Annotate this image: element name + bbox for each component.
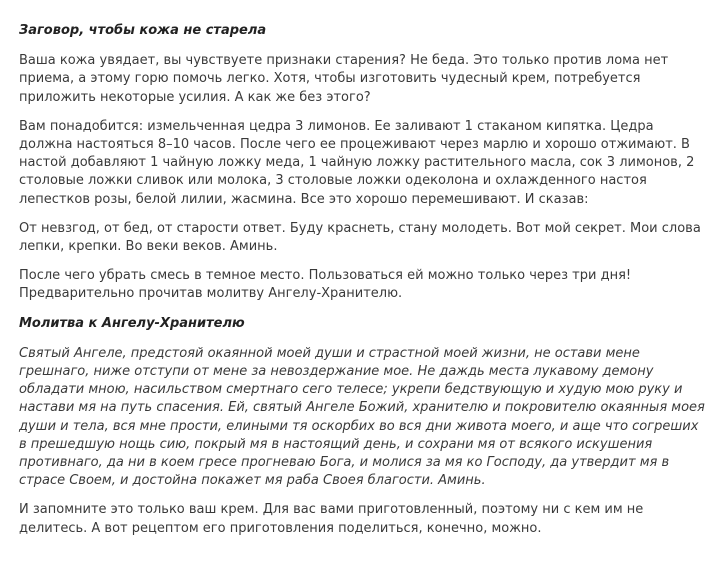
- intro-paragraph: Ваша кожа увядает, вы чувствуете признаки старения? Не беда. Это только против лома нет приема, а этому горю помочь легко. Хотя, чтобы изготовить чудесный крем, потребуется приложить некоторые усилия. А как же без этого?: [19, 53, 669, 105]
- after-paragraph: После чего убрать смесь в темное место. Пользоваться ей можно только через три дня! Предварительно прочитав молитву Ангелу-Хранителю.: [19, 268, 632, 302]
- spell-paragraph: От невзгод, от бед, от старости ответ. Буду краснеть, стану молодеть. Вот мой секрет. Мои слова лепки, крепки. Во веки веков. Аминь.: [19, 220, 701, 255]
- recipe-paragraph: Вам понадобится: измельченная цедра 3 лимонов. Ее заливают 1 стаканом кипятка. Цедра должна настояться 8–10 часов. После чего ее процеживают через марлю и хорошо отжимают. В настой добавляют 1 чайную ложку меда, 1 чайную ложку растительного масла, сок 3 лимонов, 2 столовые ложки сливок или молока, 3 столовые ложки одеколона и охлажденного настоя лепестков розы, белой лилии, жасмина. Все это хорошо перемешивают. И сказав:: [19, 118, 695, 207]
- prayer-title: Молитва к Ангелу-Хранителю: [19, 315, 245, 331]
- closing-paragraph: И запомните это только ваш крем. Для вас вами приготовленный, поэтому ни с кем им не делитесь. А вот рецептом его приготовления поделиться, конечно, можно.: [19, 502, 644, 536]
- prayer-paragraph: Святый Ангеле, предстояй окаянной моей души и страстной моей жизни, не остави мене грешнаго, ниже отступи от мене за невоздержание мое. Не даждь места лукавому демону обладати мною, насильством смертнаго сего телесе; укрепи бедствующую и худую мою руку и настави мя на путь спасения. Ей, святый Ангеле Божий, хранителю и покровителю окаянныя моея души и тела, вся мне прости, елиными тя оскорбих во вся дни живота моего, и аще что согреших в прешедшую нощь сию, покрый мя в настоящий день, и сохрани мя от всякого искушения противнаго, да ни в коем гресе прогневаю Бога, и молися за мя ко Господу, да утвердит мя в страсе Своем, и достойна покажет мя раба Своея благости. Аминь.: [19, 345, 705, 489]
- article-title: Заговор, чтобы кожа не старела: [19, 23, 267, 38]
